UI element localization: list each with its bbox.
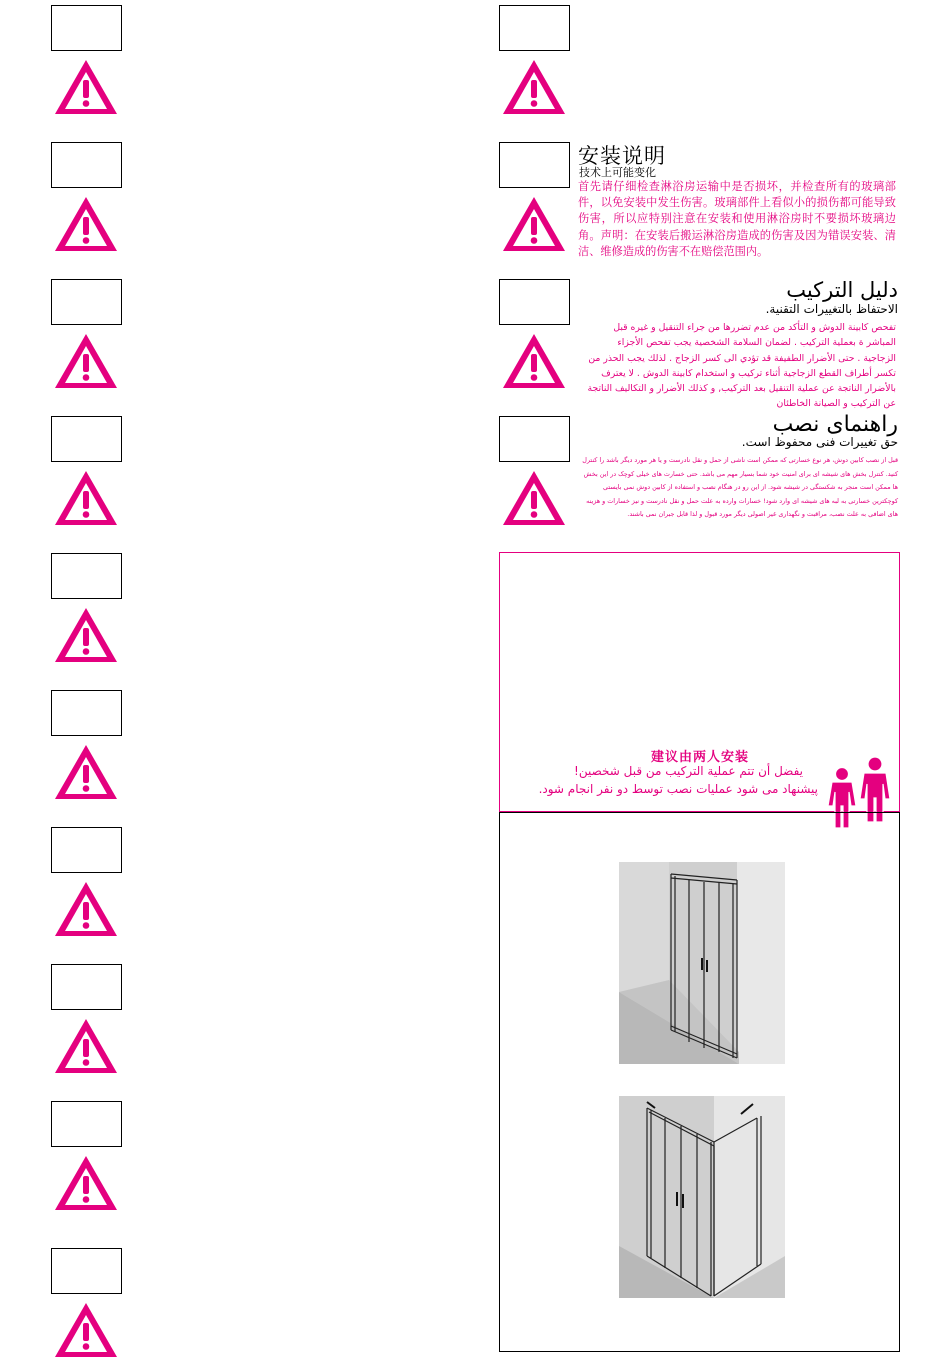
persian-body: قبل از نصب کابین دوش، هر نوع خسارتی که ممکن است ناشی از حمل و نقل نادرست و یا هر مورد دیگر باشد را کنترل کنید. کنترل بخش های شیشه ای برای امنیت خود شما بسیار مهم می باشد. حتی خسارت های خیلی کوچک در این بخش ها ممکن است منجر به شکستگی در شیشه شود. از این رو در هنگام نصب و استفاده از کابین دوش نمی بایستی کوچکترین خسارتی به لبه های شیشه ای وارد شود! خسارات وارده به علت حمل و نقل نادرست و نیز خسارات و هزینه های اضافی به علت نصب، مراقبت و نگهداری غیر اصولی دیگر مورد قبول و لذا قابل جبران نمی باشند. bbox=[582, 456, 898, 519]
warning-triangle-icon bbox=[53, 743, 119, 801]
warning-triangle-icon bbox=[53, 1301, 119, 1359]
left-blank-box bbox=[51, 1101, 122, 1147]
left-blank-box bbox=[51, 964, 122, 1010]
left-blank-box bbox=[51, 827, 122, 873]
left-blank-box bbox=[51, 690, 122, 736]
warning-triangle-icon bbox=[53, 469, 119, 527]
warning-triangle-icon bbox=[501, 332, 567, 390]
warning-triangle-icon bbox=[501, 469, 567, 527]
persian-title: راهنمای نصب bbox=[772, 412, 898, 437]
warning-triangle-icon bbox=[53, 1154, 119, 1212]
left-blank-box bbox=[51, 553, 122, 599]
arabic-body: تفحص كابينة الدوش و التأكد من عدم تضررها من جراء التنقيل و غيره قبل المباشر ة بعملية التركيب . لضمان السلامة الشخصية يجب تفحص الأجزاء الزجاجية . حتى الأضرار الطفيفة قد تؤدي الى كسر الزجاج . لذلك يجب الحذر من تكسر أطراف القطع الزجاجية أثناء تركيب و استخدام كابينة الدوش . لا يعترف بالأضرار الناتجة عن عملية التنقيل بعد التركيب, و كذلك الأضرار و التكاليف الناتجة عن التركيب و الصيانة الخاطئان bbox=[587, 322, 896, 410]
warning-triangle-icon bbox=[53, 58, 119, 116]
warning-triangle-icon bbox=[53, 1017, 119, 1075]
chinese-title: 安装说明 bbox=[578, 144, 666, 168]
shower-corner-enclosure-image bbox=[619, 1096, 785, 1298]
notice-chinese: 建议由两人安装 bbox=[650, 750, 749, 765]
warning-triangle-icon bbox=[53, 606, 119, 664]
warning-triangle-icon bbox=[501, 58, 567, 116]
shower-sliding-door-image bbox=[619, 862, 785, 1064]
left-blank-box bbox=[51, 142, 122, 188]
notice-arabic: يفضل أن تتم عملية التركيب من قبل شخصين! bbox=[574, 764, 803, 778]
warning-triangle-icon bbox=[53, 332, 119, 390]
left-blank-box bbox=[51, 279, 122, 325]
persian-subtitle: حق تغییرات فنی محفوظ است. bbox=[741, 435, 898, 449]
notice-persian: پیشنهاد می شود عملیات نصب توسط دو نفر انجام شود. bbox=[538, 782, 818, 796]
left-blank-box bbox=[51, 1248, 122, 1294]
left-blank-box bbox=[51, 416, 122, 462]
left-blank-box bbox=[51, 5, 122, 51]
warning-triangle-icon bbox=[501, 195, 567, 253]
chinese-body: 首先请仔细检查淋浴房运输中是否损坏，并检查所有的玻璃部件，以免安装中发生伤害。玻璃部件上看似小的损伤都可能导致伤害，所以应特别注意在安装和使用淋浴房时不要损坏玻璃边角。声明：在安装后搬运淋浴房造成的伤害及因为错误安装、清洁、维修造成的伤害不在赔偿范围内。 bbox=[578, 180, 896, 258]
arabic-title: دليل التركيب bbox=[786, 278, 898, 302]
chinese-subtitle: 技术上可能变化 bbox=[579, 166, 656, 179]
warning-triangle-icon bbox=[53, 880, 119, 938]
right-blank-box bbox=[499, 142, 570, 188]
right-blank-box bbox=[499, 5, 570, 51]
warning-triangle-icon bbox=[53, 195, 119, 253]
arabic-subtitle: الاحتفاظ بالتغييرات التقنية. bbox=[765, 302, 898, 316]
